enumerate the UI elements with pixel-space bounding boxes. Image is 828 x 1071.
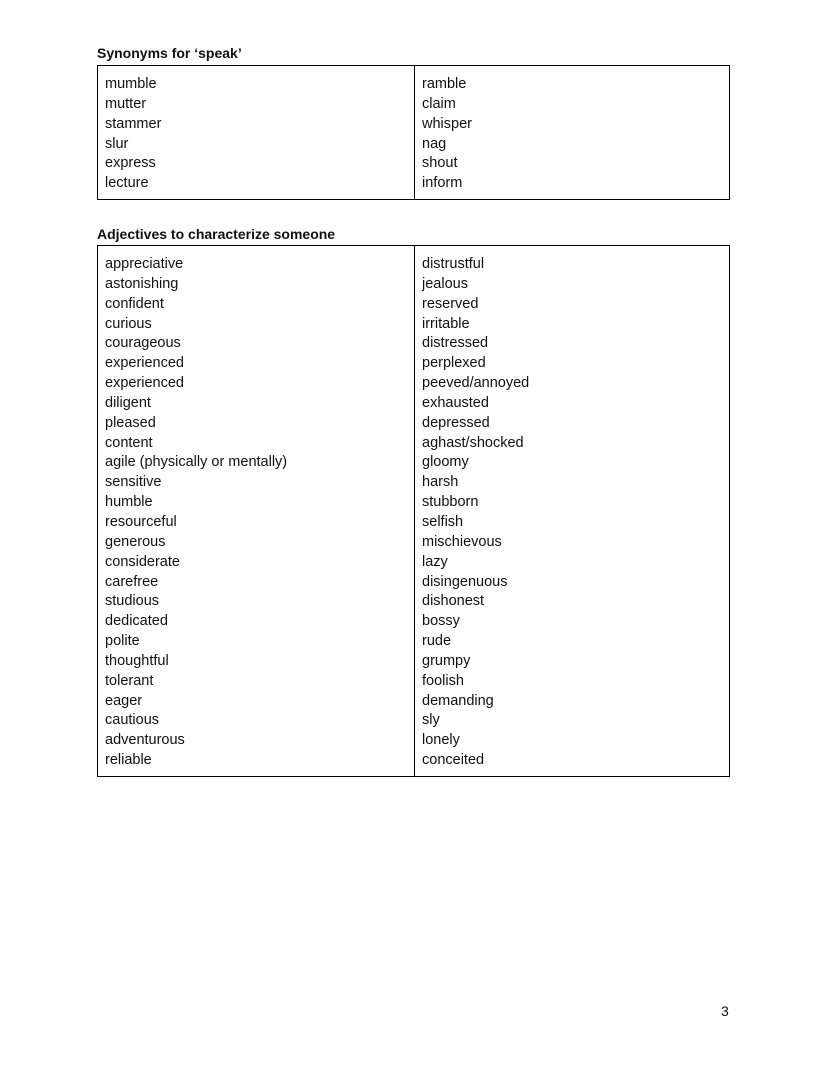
adjectives-left-word-12: sensitive: [105, 474, 162, 491]
adjectives-left-word-4: curious: [105, 315, 152, 332]
adjectives-left-word-15: generous: [105, 533, 166, 550]
adjectives-right-word-26: conceited: [422, 752, 485, 769]
adjectives-right-word-9: depressed: [422, 414, 490, 431]
adjectives-left-word-13: humble: [105, 494, 153, 511]
adjectives-left-word-19: dedicated: [105, 613, 168, 630]
adjectives-left-word-22: tolerant: [105, 672, 154, 689]
adjectives-right-word-11: gloomy: [422, 454, 469, 471]
adjectives-right-word-14: selfish: [422, 513, 464, 530]
adjectives-left-word-11: agile (physically or mentally): [105, 454, 288, 471]
section-heading-speak: Synonyms for ‘speak’: [97, 45, 242, 61]
speak-left-word-3: stammer: [105, 115, 162, 132]
speak-left-word-6: lecture: [105, 175, 149, 192]
speak-left-word-1: mumble: [105, 76, 157, 92]
adjectives-right-word-22: foolish: [422, 672, 464, 689]
adjectives-left-word-9: pleased: [105, 414, 156, 431]
adjectives-left-word-21: thoughtful: [105, 652, 169, 669]
adjectives-left-word-26: reliable: [105, 752, 152, 769]
speak-synonyms-table: [97, 65, 730, 200]
adjectives-right-word-1: distrustful: [422, 256, 485, 272]
adjectives-right-word-19: bossy: [422, 613, 460, 630]
adjectives-left-column: [98, 246, 415, 776]
adjectives-right-word-25: lonely: [422, 732, 460, 749]
adjectives-right-word-20: rude: [422, 633, 452, 650]
adjectives-left-word-2: astonishing: [105, 275, 179, 292]
adjectives-left-word-18: studious: [105, 593, 160, 610]
adjectives-left-word-23: eager: [105, 692, 143, 709]
adjectives-right-word-16: lazy: [422, 553, 448, 570]
section-heading-adjectives: Adjectives to characterize someone: [97, 226, 336, 242]
adjectives-right-word-8: exhausted: [422, 394, 489, 411]
adjectives-left-word-3: confident: [105, 295, 164, 312]
speak-right-word-5: shout: [422, 155, 458, 172]
adjectives-left-word-7: experienced: [105, 375, 184, 392]
adjectives-left-word-1: appreciative: [105, 256, 184, 272]
speak-left-word-5: express: [105, 155, 156, 172]
adjectives-right-word-4: irritable: [422, 315, 470, 332]
adjectives-left-word-6: experienced: [105, 355, 184, 372]
adjectives-left-word-8: diligent: [105, 394, 151, 411]
speak-right-word-2: claim: [422, 95, 456, 112]
adjectives-left-word-24: cautious: [105, 712, 160, 729]
adjectives-right-word-6: perplexed: [422, 355, 486, 372]
adjectives-right-word-24: sly: [422, 712, 440, 729]
adjectives-left-word-5: courageous: [105, 335, 181, 352]
adjectives-right-word-10: aghast/shocked: [422, 434, 524, 451]
speak-synonyms-left-column: [98, 66, 415, 199]
adjectives-right-word-7: peeved/annoyed: [422, 375, 530, 392]
speak-left-word-4: slur: [105, 135, 129, 152]
page-number: 3: [721, 1003, 729, 1019]
adjectives-right-word-12: harsh: [422, 474, 459, 491]
adjectives-left-word-10: content: [105, 434, 153, 451]
adjectives-left-word-14: resourceful: [105, 513, 177, 530]
adjectives-right-word-21: grumpy: [422, 652, 471, 669]
speak-right-word-1: ramble: [422, 76, 467, 92]
adjectives-right-word-15: mischievous: [422, 533, 502, 550]
speak-synonyms-right-column: [415, 66, 729, 199]
adjectives-left-word-17: carefree: [105, 573, 159, 590]
adjectives-right-word-5: distressed: [422, 335, 489, 352]
adjectives-right-word-17: disingenuous: [422, 573, 508, 590]
speak-right-word-4: nag: [422, 135, 447, 152]
adjectives-left-word-20: polite: [105, 633, 140, 650]
adjectives-right-word-13: stubborn: [422, 494, 479, 511]
adjectives-right-word-18: dishonest: [422, 593, 485, 610]
speak-right-word-3: whisper: [422, 115, 472, 132]
adjectives-right-word-23: demanding: [422, 692, 494, 709]
adjectives-right-word-3: reserved: [422, 295, 479, 312]
adjectives-table: [97, 245, 730, 777]
speak-left-word-2: mutter: [105, 95, 147, 112]
adjectives-left-word-16: considerate: [105, 553, 180, 570]
speak-right-word-6: inform: [422, 175, 463, 192]
adjectives-right-word-2: jealous: [422, 275, 468, 292]
adjectives-left-word-25: adventurous: [105, 732, 185, 749]
adjectives-right-column: [415, 246, 729, 776]
